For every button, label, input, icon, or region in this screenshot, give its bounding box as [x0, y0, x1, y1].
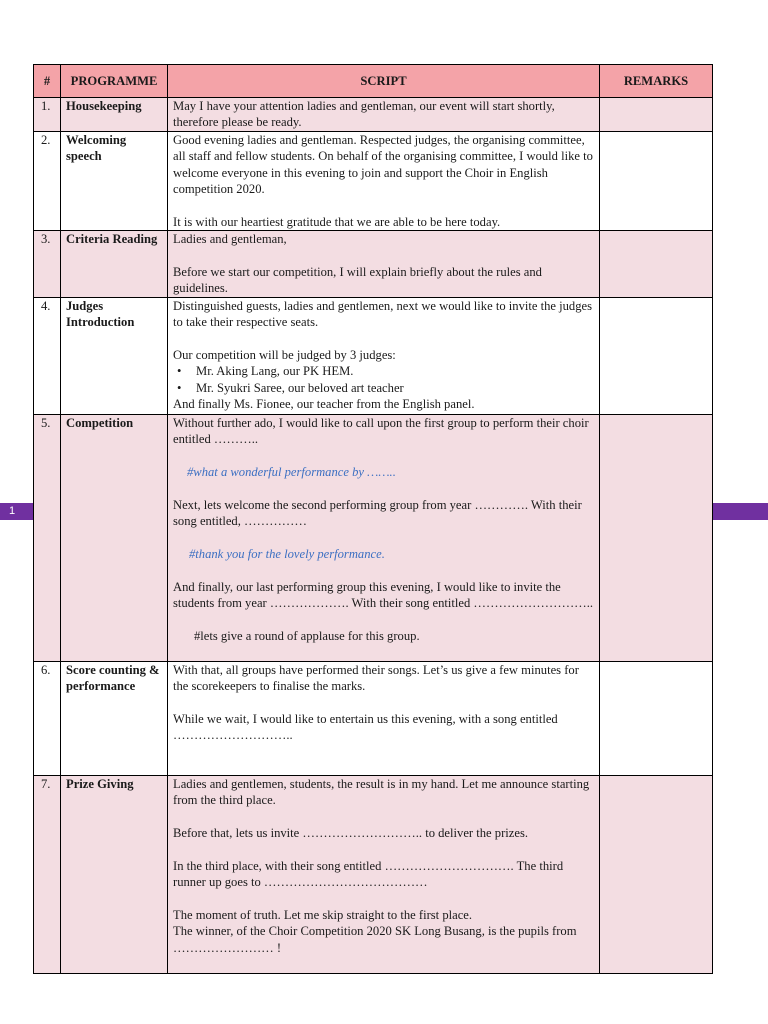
remarks-cell — [600, 297, 713, 414]
script-paragraph: Good evening ladies and gentleman. Respected judges, the organising committee, all staff and fellow students. On behalf of the organising committee, I would like to welcome everyone in this evening to join and support the Choir in English competition 2020. — [173, 132, 593, 197]
script-cell — [168, 414, 600, 661]
script-paragraph: And finally Ms. Fionee, our teacher from the English panel. — [173, 397, 475, 412]
programme-name: Housekeeping — [61, 98, 168, 132]
row-number: 2. — [34, 131, 61, 230]
row-number: 7. — [34, 775, 61, 973]
remarks-cell — [600, 414, 713, 661]
row-number: 4. — [34, 297, 61, 414]
row-number: 6. — [34, 661, 61, 775]
page-marker-bar — [711, 503, 768, 520]
programme-name: Welcoming speech — [61, 131, 168, 230]
row-number: 5. — [34, 414, 61, 661]
script-paragraph: It is with our heartiest gratitude that we are able to be here today. — [173, 214, 501, 229]
header-remarks: REMARKS — [600, 65, 713, 98]
remarks-cell — [600, 775, 713, 973]
script-paragraph: May I have your attention ladies and gentleman, our event will start shortly, therefore please be ready. — [173, 99, 555, 130]
remarks-cell — [600, 131, 713, 230]
script-paragraph: The moment of truth. Let me skip straight to the first place. — [173, 908, 473, 923]
script-paragraph: Without further ado, I would like to call upon the first group to perform their choir entitled ……….. — [173, 415, 589, 447]
stage-cue: #what a wonderful performance by …….. — [187, 465, 396, 480]
programme-name: Judges Introduction — [61, 297, 168, 414]
script-paragraph: Our competition will be judged by 3 judges: — [173, 348, 396, 363]
table-row — [34, 231, 713, 298]
page-number: 1 — [9, 505, 16, 517]
header-script: SCRIPT — [168, 65, 600, 98]
row-number: 1. — [34, 98, 61, 132]
table-row — [34, 414, 713, 661]
judge-item: • Mr. Syukri Saree, our beloved art teacher — [196, 380, 594, 396]
page-number-marker — [0, 503, 34, 520]
table-header-row — [34, 65, 713, 98]
script-paragraph: Distinguished guests, ladies and gentlemen, next we would like to invite the judges to take their respective seats. — [173, 298, 593, 330]
stage-cue: #thank you for the lovely performance. — [189, 547, 385, 562]
stage-note: #lets give a round of applause for this group. — [194, 629, 420, 644]
programme-name: Criteria Reading — [61, 231, 168, 298]
script-cell — [168, 775, 600, 973]
script-paragraph: Before that, lets us invite ……………………….. to deliver the prizes. — [173, 826, 529, 841]
script-paragraph: Next, lets welcome the second performing group from year …………. With their song entitled, …………… — [173, 497, 582, 529]
programme-script-table — [33, 64, 713, 974]
programme-name: Prize Giving — [61, 775, 168, 973]
script-cell — [168, 98, 600, 132]
programme-name: Competition — [61, 414, 168, 661]
script-cell — [168, 661, 600, 775]
remarks-cell — [600, 661, 713, 775]
header-number: # — [34, 65, 61, 98]
judges-list — [173, 363, 594, 396]
judge-item: • Mr. Aking Lang, our PK HEM. — [196, 363, 594, 379]
script-paragraph: The winner, of the Choir Competition 2020 SK Long Busang, is the pupils from …………………… ! — [173, 924, 577, 955]
remarks-cell — [600, 98, 713, 132]
header-programme: PROGRAMME — [61, 65, 168, 98]
script-paragraph: In the third place, with their song entitled …………………………. The third runner up goes to ………………………………… — [173, 858, 564, 890]
script-paragraph: While we wait, I would like to entertain us this evening, with a song entitled ……………………….. — [173, 712, 558, 743]
remarks-cell — [600, 231, 713, 298]
script-paragraph: Before we start our competition, I will explain briefly about the rules and guidelines. — [173, 265, 542, 296]
table-row — [34, 297, 713, 414]
script-paragraph: Ladies and gentlemen, students, the result is in my hand. Let me announce starting from the third place. — [173, 776, 590, 808]
script-cell — [168, 297, 600, 414]
script-paragraph: Ladies and gentleman, — [173, 232, 287, 247]
script-cell — [168, 131, 600, 230]
script-paragraph: And finally, our last performing group this evening, I would like to invite the students from year ………………. With their song entitled ……………………….. — [173, 579, 594, 611]
script-paragraph: With that, all groups have performed their songs. Let’s us give a few minutes for the scorekeepers to finalise the marks. — [173, 662, 579, 694]
table-row — [34, 775, 713, 973]
programme-name: Score counting & performance — [61, 661, 168, 775]
row-number: 3. — [34, 231, 61, 298]
script-cell — [168, 231, 600, 298]
table-row — [34, 131, 713, 230]
table-row — [34, 661, 713, 775]
table-row — [34, 98, 713, 132]
